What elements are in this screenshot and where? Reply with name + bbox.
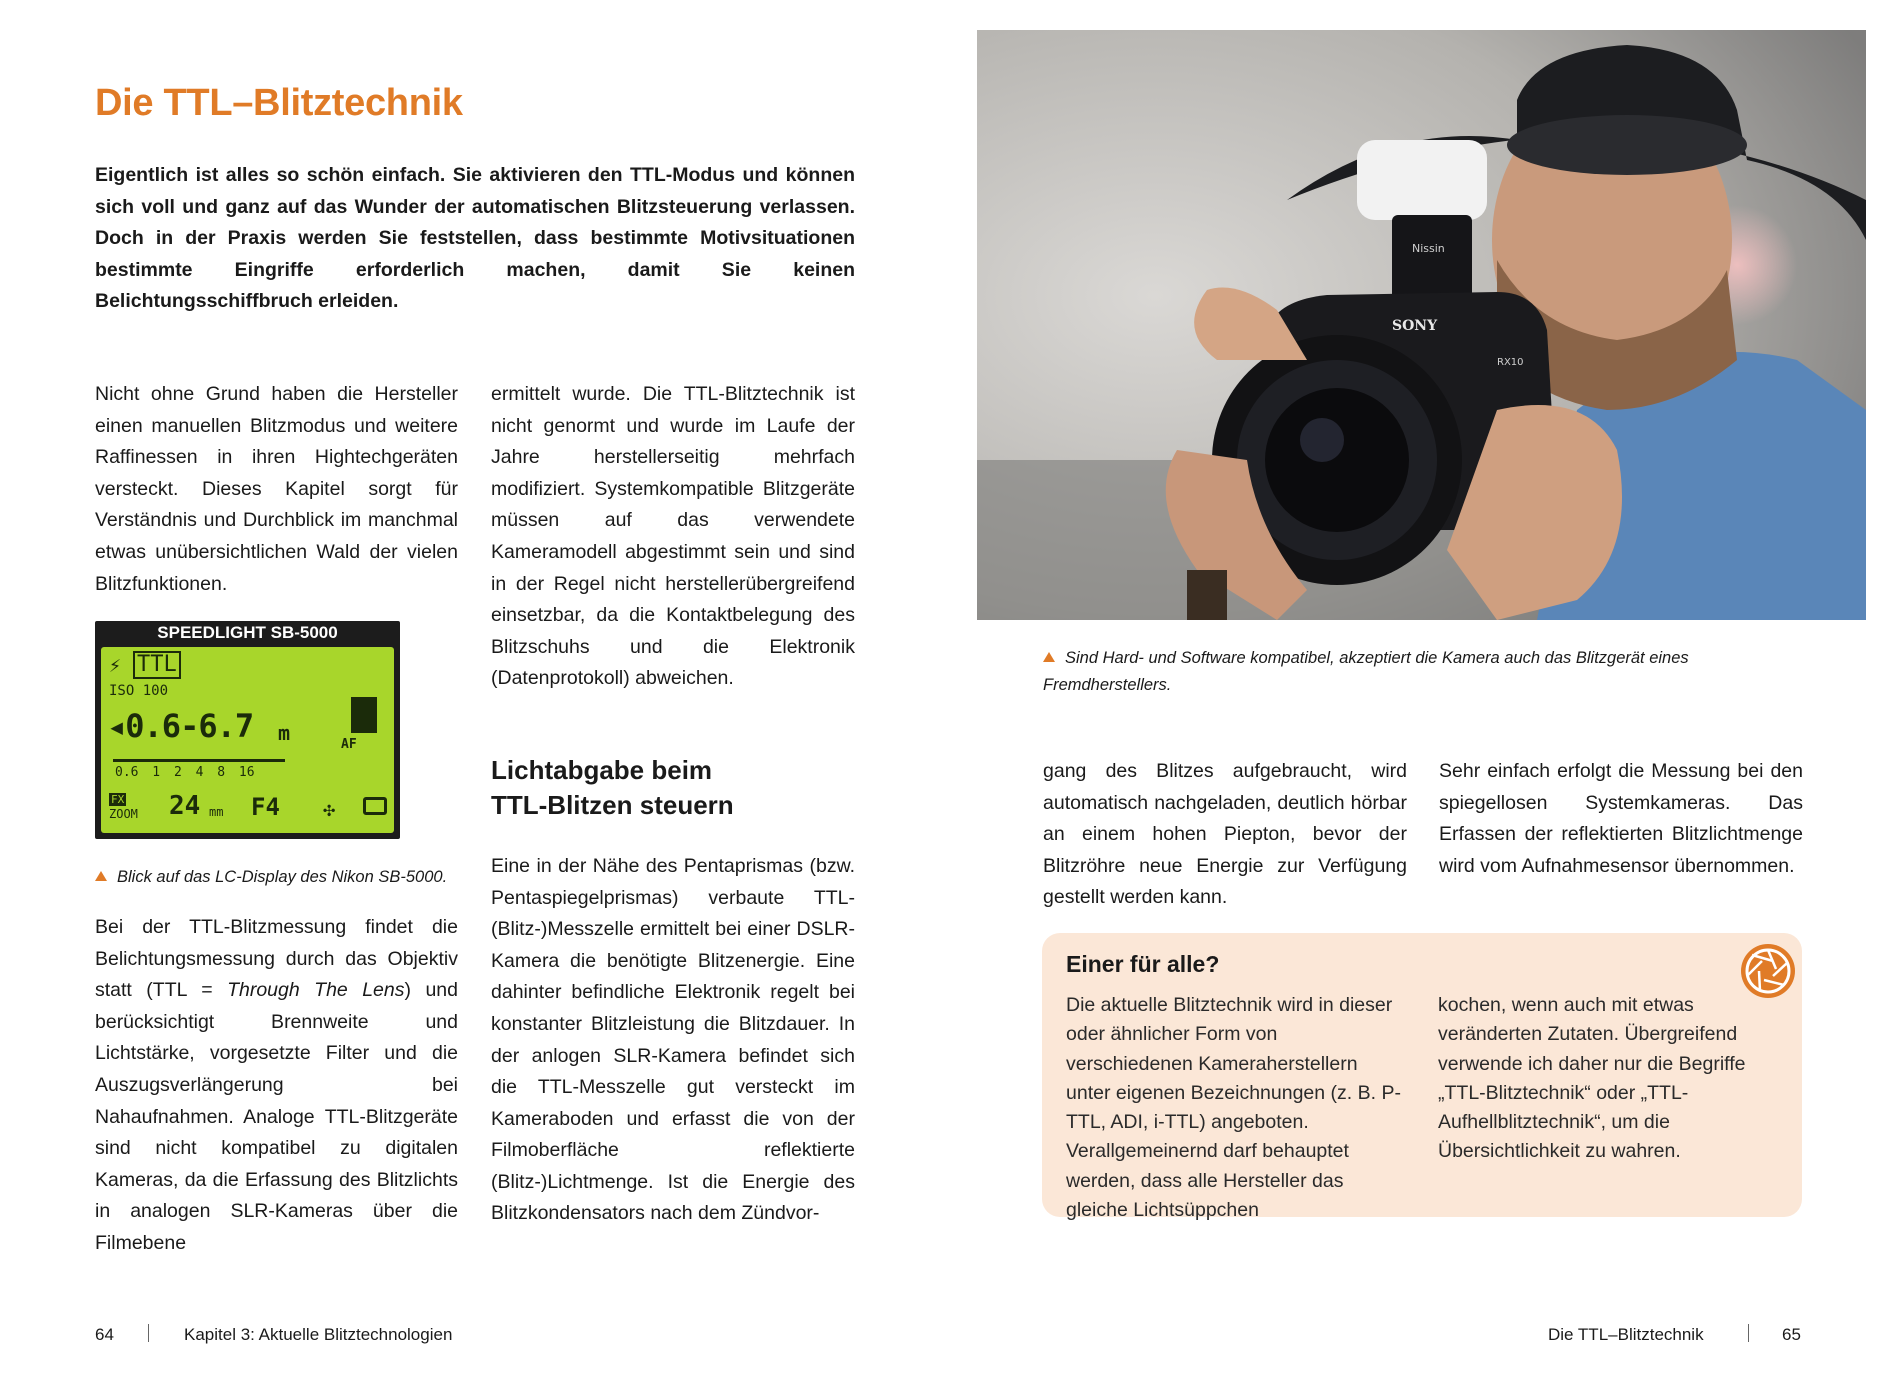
lcd-range: ◂0.6-6.7 xyxy=(107,707,254,745)
flash-head-icon xyxy=(351,697,377,733)
caption-text: Blick auf das LC-Display des Nikon SB-5000. xyxy=(117,868,448,886)
paragraph: Nicht ohne Grund haben die Hersteller einen manuellen Blitzmodus und weitere Raffinessen in ihren Hightechgeräten versteckt. Dieses Kapitel sorgt für Verständnis und Durchblick im manchmal etwas unübersichtlichen Wald der vielen Blitzfunktionen. xyxy=(95,383,458,595)
footer-separator xyxy=(1748,1324,1749,1342)
lcd-header: SPEEDLIGHT SB-5000 xyxy=(157,623,338,642)
page-title: Die TTL–Blitztechnik xyxy=(95,82,463,124)
intro-paragraph: Eigentlich ist alles so schön einfach. Sie aktivieren den TTL-Modus und können sich voll und ganz auf das Wunder der automatischen Blitzsteuerung verlassen. Doch in der Praxis werden Sie feststellen, dass bestimmte Motivsituationen bestimmte Eingriffe erforderlich machen, damit Sie keinen Belichtungsschiffbruch erleiden. xyxy=(95,164,855,312)
caption-triangle-icon xyxy=(1043,652,1055,662)
lcd-focal-unit: mm xyxy=(209,805,224,819)
lcd-focal: 24 xyxy=(169,791,201,821)
flash-brand-label: Nissin xyxy=(1412,242,1445,255)
column-4 xyxy=(1439,756,1803,882)
footer-right-page-number: 65 xyxy=(1782,1325,1801,1344)
lcd-iso: ISO 100 xyxy=(109,683,169,699)
lcd-caption xyxy=(95,864,475,891)
footer-section-title: Die TTL–Blitztechnik xyxy=(1548,1325,1704,1344)
tip-box xyxy=(1042,933,1802,1222)
photo-caption xyxy=(1043,645,1803,699)
paragraph: Bei der TTL-Blitzmessung findet die Belichtungsmessung durch das Objektiv statt (TTL = Through The Lens) und berücksichtigt Brennweite und Lichtstärke, vorgesetzte Filter und die Auszugsverlängerung bei Nahaufnahmen. Analoge TTL-Blitzgeräte sind nicht kompatibel zu digitalen Kameras, da die Erfassung des Blitzlichts in analogen SLR-Kameras über die Filmebene xyxy=(95,916,458,1254)
column-3 xyxy=(1043,756,1407,914)
camera-brand-label: SONY xyxy=(1392,318,1438,334)
footer-separator xyxy=(148,1324,149,1342)
lcd-screen xyxy=(101,647,394,833)
camera-icon xyxy=(363,797,387,815)
lcd-fx: FX xyxy=(111,793,125,806)
lcd-af: AF xyxy=(341,737,357,752)
tip-text-right: kochen, wenn auch mit etwas veränderten Zutaten. Übergreifend verwende ich daher nur die Begriffe „TTL-Blitztechnik“ oder „TTL-Aufhellblitztechnik“, um die Übersichtlichkeit zu wahren. xyxy=(1438,994,1746,1163)
lcd-unit: m xyxy=(278,721,291,745)
paragraph: Eine in der Nähe des Pentaprismas (bzw. Pentaspiegelprismas) verbaute TTL-(Blitz-)Messzelle ermittelt bei einer DSLR-Kamera die benötigte Blitzenergie. Eine dahinter befindliche Elektronik regelt bei konstanter Blitzleistung die Blitzdauer. In der anlogen SLR-Kamera befindet sich die TTL-Messzelle gut versteckt im Kameraboden und erfasst die von der Filmoberfläche reflektierte (Blitz-)Lichtmenge. Ist die Energie des Blitzkondensators nach dem Zündvor- xyxy=(491,854,855,1225)
paragraph: ermittelt wurde. Die TTL-Blitztechnik ist nicht genormt und wurde im Laufe der Jahre herstellerseitig mehrfach modifiziert. Systemkompatible Blitzgeräte müssen auf das verwendete Kameramodell abgestimmt sein und sind in der Regel nicht herstellerübergreifend einsetzbar, da die Kontaktbelegung des Blitzschuhs und die Elektronik (Datenprotokoll) abweichen. xyxy=(491,383,855,690)
tip-text-left: Die aktuelle Blitztechnik wird in dieser oder ähnlicher Form von verschiedenen Kameraherstellern unter eigenen Bezeichnungen (z. B. P-TTL, ADI, i-TTL) angeboten. Verallgemeinernd darf behauptet werden, dass alle Hersteller das gleiche Lichtsüppchen xyxy=(1066,994,1401,1222)
photographer-photo xyxy=(977,30,1866,620)
photographer-illustration xyxy=(977,30,1866,620)
flash-mode-icon: ⚡ xyxy=(109,653,122,677)
lcd-scale: 0.6 1 2 4 8 16 xyxy=(115,765,255,780)
column-2 xyxy=(491,379,855,1230)
lcd-display-image xyxy=(95,621,400,839)
lcd-aperture: F4 xyxy=(251,793,280,821)
footer-left-page-number: 64 xyxy=(95,1325,114,1344)
caption-triangle-icon xyxy=(95,871,107,881)
caption-text: Sind Hard- und Software kompatibel, akzeptiert die Kamera auch das Blitzgerät eines Fremdherstellers. xyxy=(1043,649,1689,694)
fan-icon: ✣ xyxy=(323,797,336,821)
camera-model-label: RX10 xyxy=(1497,357,1524,368)
footer-chapter-title: Kapitel 3: Aktuelle Blitztechnologien xyxy=(184,1325,453,1344)
lcd-scale-bar xyxy=(113,759,285,762)
subheading: Lichtabgabe beim TTL-Blitzen steuern xyxy=(491,754,734,820)
lcd-zoom: ZOOM xyxy=(109,807,138,821)
paragraph: gang des Blitzes aufgebraucht, wird automatisch nachgeladen, deutlich hörbar an einem hohen Piepton, bevor der Blitzröhre neue Energie zur Verfügung gestellt werden kann. xyxy=(1043,760,1407,909)
lcd-mode: TTL xyxy=(133,651,181,679)
column-1-continued xyxy=(95,912,458,1260)
column-1 xyxy=(95,379,458,600)
paragraph: Sehr einfach erfolgt die Messung bei den spiegellosen Systemkameras. Das Erfassen der reflektierten Blitzlichtmenge wird vom Aufnahmesensor übernommen. xyxy=(1439,760,1803,877)
tip-title: Einer für alle? xyxy=(1066,951,1220,977)
